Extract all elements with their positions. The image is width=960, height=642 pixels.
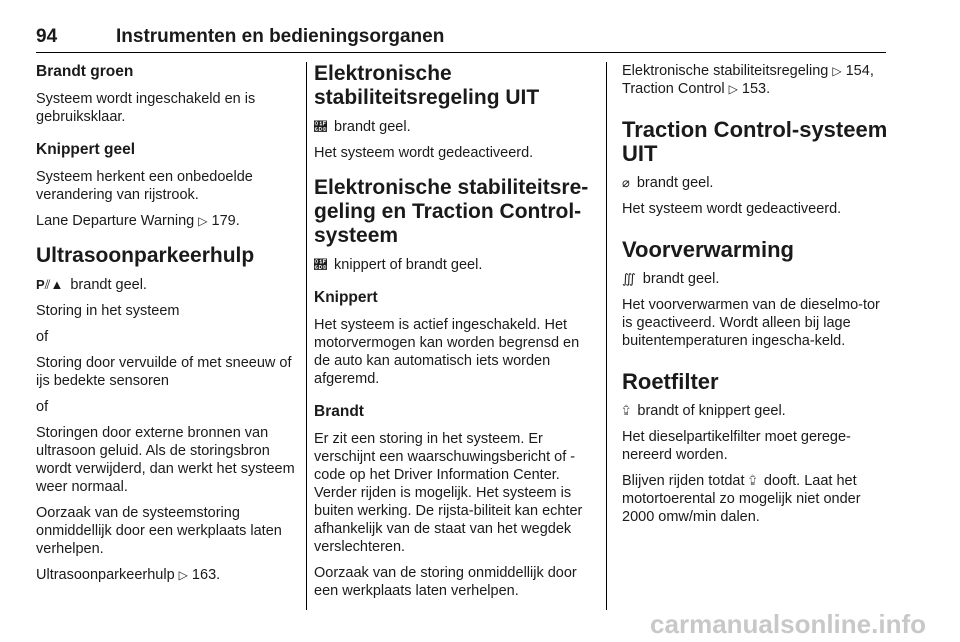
text-esp-tc-symbol [314, 256, 594, 274]
esp-tc-reference [622, 62, 892, 98]
text-oorzaak-storing: Oorzaak van de storing onmiddellijk door een werkplaats laten verhelpen. [314, 565, 577, 599]
arrow-ref-icon: ▷ [728, 82, 738, 96]
text-esp-uit: Het systeem wordt gedeactiveerd. [314, 145, 534, 161]
text-storing: Storing in het systeem [36, 303, 180, 319]
heading-brandt-groen: Brandt groen [36, 63, 134, 80]
diesel-particle-filter-icon: ⮸ [748, 473, 757, 488]
esp-tc-symbol-text: knippert of brandt geel. [330, 257, 483, 273]
heading-esp-tc: Elektronische stabiliteitsre-geling en Traction Control-systeem [314, 176, 589, 247]
watermark: carmanualsonline.info [650, 609, 926, 639]
heading-knippert: Knippert [314, 289, 378, 306]
heading-esp-uit: Elektronische stabiliteitsregeling UIT [314, 62, 540, 109]
text-knippert: Het systeem is actief ingeschakeld. Het motorvermogen kan worden begrensd en de auto kan automatisch iets worden afgeremd. [314, 317, 580, 387]
text-tc-symbol [622, 174, 892, 192]
lane-departure-label: Lane Departure Warning [36, 213, 199, 229]
text-brandt: Er zit een storing in het systeem. Er verschijnt een waarschuwingsbericht of -code op het Driver Information Center. Verder rijden is mogelijk. Het systeem is buiten werking. De rijsta-biliteit kan echter afhankelijk van de staat van het wegdek verslechteren. [314, 431, 583, 555]
column-1 [36, 62, 298, 592]
arrow-ref-icon: ▷ [832, 64, 842, 78]
text-tc: Het systeem wordt gedeactiveerd. [622, 201, 842, 217]
arrow-ref-icon: ▷ [178, 568, 188, 582]
roet-symbol-text: brandt of knippert geel. [633, 403, 786, 419]
lane-departure-reference [36, 212, 298, 230]
text-storingen-extern: Storingen door externe bronnen van ultrasoon geluid. Als de storingsbron wordt verwijderd, dan werkt het systeem weer normaal. [36, 425, 295, 495]
column-3 [622, 62, 892, 534]
tc-symbol-text: brandt geel. [632, 175, 714, 191]
voor-symbol-text: brandt geel. [638, 271, 720, 287]
page-header [36, 22, 886, 53]
diesel-particle-filter-icon: ⮸ [622, 403, 631, 418]
heading-brandt: Brandt [314, 403, 364, 420]
column-divider-2 [606, 62, 607, 610]
esp-icon: 🛘 [314, 257, 327, 272]
text-esp-uit-symbol [314, 118, 594, 136]
text-roetfilter-2 [622, 472, 892, 526]
tc-ref-page: 153. [737, 81, 771, 97]
text-voorverwarming: Het voorverwarmen van de dieselmo-tor is geactiveerd. Wordt alleen bij lage buitentemperaturen ingescha-keld. [622, 297, 880, 349]
esp-ref-label: Elektronische stabiliteitsregeling [622, 63, 833, 79]
heading-tc-uit: Traction Control-systeem UIT [622, 117, 888, 166]
text-oorzaak: Oorzaak van de systeemstoring onmiddellijk door een werkplaats laten verhelpen. [36, 505, 282, 557]
text-roetfilter: Het dieselpartikelfilter moet gerege-nereerd worden. [622, 429, 851, 463]
column-divider-1 [306, 62, 307, 610]
page-title: Instrumenten en bedieningsorganen [116, 26, 445, 47]
ultrasoon-symbol-text: brandt geel. [66, 277, 147, 293]
heading-knippert-geel: Knippert geel [36, 141, 136, 158]
glow-plug-icon: ∭ [622, 271, 636, 286]
heading-ultrasoonparkeerhulp: Ultrasoonparkeerhulp [36, 244, 255, 267]
ultrasoon-ref-label: Ultrasoonparkeerhulp [36, 567, 179, 583]
text-of-1: of [36, 329, 49, 345]
esp-uit-symbol-text: brandt geel. [330, 119, 411, 135]
page-number: 94 [36, 26, 58, 47]
text-storing-vervuild: Storing door vervuilde of met sneeuw of ijs bedekte sensoren [36, 355, 292, 389]
roet-text-part-a: Blijven rijden totdat [622, 473, 749, 489]
esp-off-icon: 🛘 [314, 119, 327, 134]
lane-departure-page: 179. [207, 213, 240, 229]
parking-assist-icon: P⫽▲ [36, 277, 64, 292]
text-of-2: of [36, 399, 49, 415]
heading-voorverwarming: Voorverwarming [622, 237, 794, 262]
text-voor-symbol [622, 270, 892, 288]
roet-text-part-b: dooft. Laat het motortoerental zo mogelijk niet onder 2000 omw/min dalen. [622, 473, 861, 525]
traction-control-off-icon: ⌀ [622, 175, 630, 190]
column-2 [314, 62, 594, 608]
text-roet-symbol [622, 402, 892, 420]
text-ultrasoon-symbol [36, 276, 298, 294]
text-knippert-geel: Systeem herkent een onbedoelde verandering van rijstrook. [36, 169, 253, 203]
ultrasoon-ref-page: 163. [187, 567, 221, 583]
text-brandt-groen: Systeem wordt ingeschakeld en is gebruiksklaar. [36, 91, 256, 125]
arrow-ref-icon: ▷ [198, 214, 208, 228]
esp-ref-page: 154, Traction Control [622, 63, 874, 97]
ultrasoon-reference [36, 566, 298, 584]
heading-roetfilter: Roetfilter [622, 369, 719, 394]
